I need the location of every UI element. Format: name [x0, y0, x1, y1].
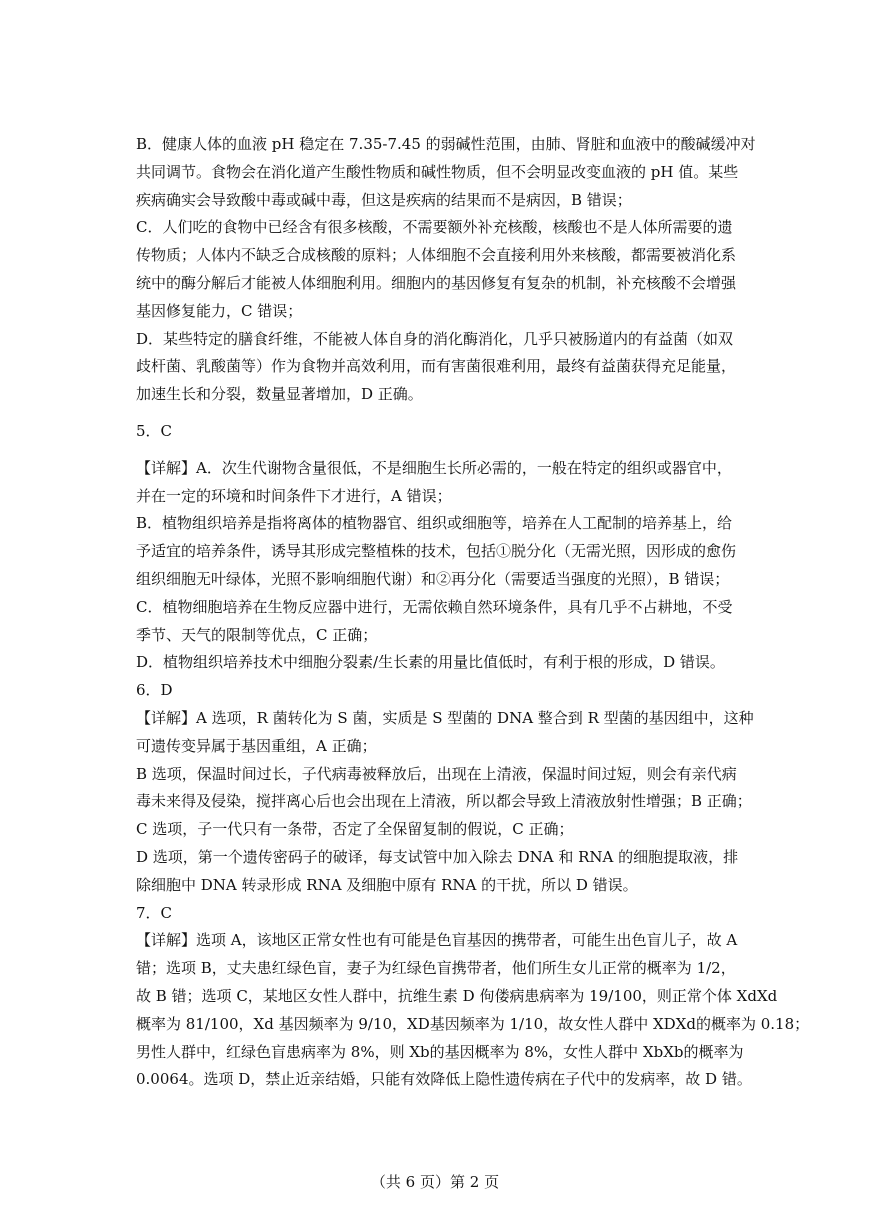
page-body — [136, 131, 810, 1094]
answer-heading: 5．C — [136, 421, 173, 440]
paragraph-line: D 选项，第一个遗传密码子的破译，每支试管中加入除去 DNA 和 RNA 的细胞提取液，排 — [136, 847, 739, 866]
paragraph-line: 男性人群中，红绿色盲患病率为 8%，则 Xb的基因概率为 8%，女性人群中 XbXb的概率为 — [136, 1042, 744, 1061]
paragraph-line: C．植物细胞培养在生物反应器中进行，无需依赖自然环境条件，具有几乎不占耕地，不受 — [136, 597, 733, 616]
paragraph-line: 予适宜的培养条件，诱导其形成完整植株的技术，包括①脱分化（无需光照，因形成的愈伤 — [136, 542, 737, 561]
paragraph-line: 除细胞中 DNA 转录形成 RNA 及细胞中原有 RNA 的干扰，所以 D 错误。 — [136, 875, 638, 894]
section-gap — [136, 446, 742, 455]
paragraph-line: B 选项，保温时间过长，子代病毒被释放后，出现在上清液，保温时间过短，则会有亲代病 — [136, 764, 737, 783]
paragraph-line: 故 B 错；选项 C，某地区女性人群中，抗维生素 D 佝偻病患病率为 19/100，则正常个体 XdXd — [136, 986, 778, 1005]
paragraph-line: 传物质；人体内不缺乏合成核酸的原料；人体细胞不会直接利用外来核酸，都需要被消化系 — [136, 246, 737, 265]
paragraph-line: 共同调节。食物会在消化道产生酸性物质和碱性物质，但不会明显改变血液的 pH 值。某些 — [136, 162, 739, 181]
paragraph-line: 0.0064。选项 D，禁止近亲结婚，只能有效降低上隐性遗传病在子代中的发病率，故 D 错。 — [136, 1070, 752, 1089]
paragraph-line: 统中的酶分解后才能被人体细胞利用。细胞内的基因修复有复杂的机制，补充核酸不会增强 — [136, 273, 737, 292]
paragraph-line: 歧杆菌、乳酸菌等）作为食物并高效利用，而有害菌很难利用，最终有益菌获得充足能量， — [136, 357, 737, 376]
paragraph-line: 并在一定的环境和时间条件下才进行，A 错误； — [136, 486, 452, 505]
paragraph-line: 毒未来得及侵染，搅拌离心后也会出现在上清液，所以都会导致上清液放射性增强；B 正确； — [136, 792, 752, 811]
answer-heading: 7．C — [136, 903, 173, 922]
paragraph-line: D．植物组织培养技术中细胞分裂素/生长素的用量比值低时，有利于根的形成，D 错误。 — [136, 653, 725, 672]
paragraph-line: 组织细胞无叶绿体，光照不影响细胞代谢）和②再分化（需要适当强度的光照），B 错误； — [136, 569, 730, 588]
paragraph-line: D．某些特定的膳食纤维，不能被人体自身的消化酶消化，几乎只被肠道内的有益菌（如双 — [136, 329, 734, 348]
paragraph-line: C．人们吃的食物中已经含有很多核酸，不需要额外补充核酸，核酸也不是人体所需要的遗 — [136, 218, 733, 237]
answer-heading: 6．D — [136, 681, 173, 700]
paragraph-line: B．植物组织培养是指将离体的植物器官、组织或细胞等，培养在人工配制的培养基上，给 — [136, 514, 733, 533]
paragraph-line: 季节、天气的限制等优点，C 正确； — [136, 625, 378, 644]
paragraph-line: 【详解】A 选项，R 菌转化为 S 菌，实质是 S 型菌的 DNA 整合到 R 型菌的基因组中，这种 — [136, 708, 754, 727]
paragraph-line: 【详解】A．次生代谢物含量很低，不是细胞生长所必需的，一般在特定的组织或器官中， — [136, 458, 732, 477]
paragraph-line: 概率为 81/100，Xd 基因频率为 9/10，XD基因频率为 1/10，故女性人群中 XDXd的概率为 0.18； — [136, 1014, 810, 1033]
paragraph-line: 加速生长和分裂，数量显著增加，D 正确。 — [136, 385, 423, 404]
paragraph-line: 可遗传变异属于基因重组，A 正确； — [136, 736, 377, 755]
paragraph-line: C 选项，子一代只有一条带，否定了全保留复制的假说，C 正确； — [136, 820, 574, 839]
paragraph-line: 基因修复能力，C 错误； — [136, 301, 303, 320]
paragraph-line: B．健康人体的血液 pH 稳定在 7.35-7.45 的弱碱性范围，由肺、肾脏和血液中的酸碱缓冲对 — [136, 135, 756, 153]
paragraph-line: 错；选项 B，丈夫患红绿色盲，妻子为红绿色盲携带者，他们所生女儿正常的概率为 1/2， — [136, 959, 736, 978]
page-footer: （共 6 页）第 2 页 — [370, 1173, 500, 1191]
section-gap — [136, 409, 742, 418]
paragraph-line: 【详解】选项 A，该地区正常女性也有可能是色盲基因的携带者，可能生出色盲儿子，故 A — [136, 931, 738, 950]
paragraph-line: 疾病确实会导致酸中毒或碱中毒，但这是疾病的结果而不是病因，B 错误； — [136, 190, 632, 209]
